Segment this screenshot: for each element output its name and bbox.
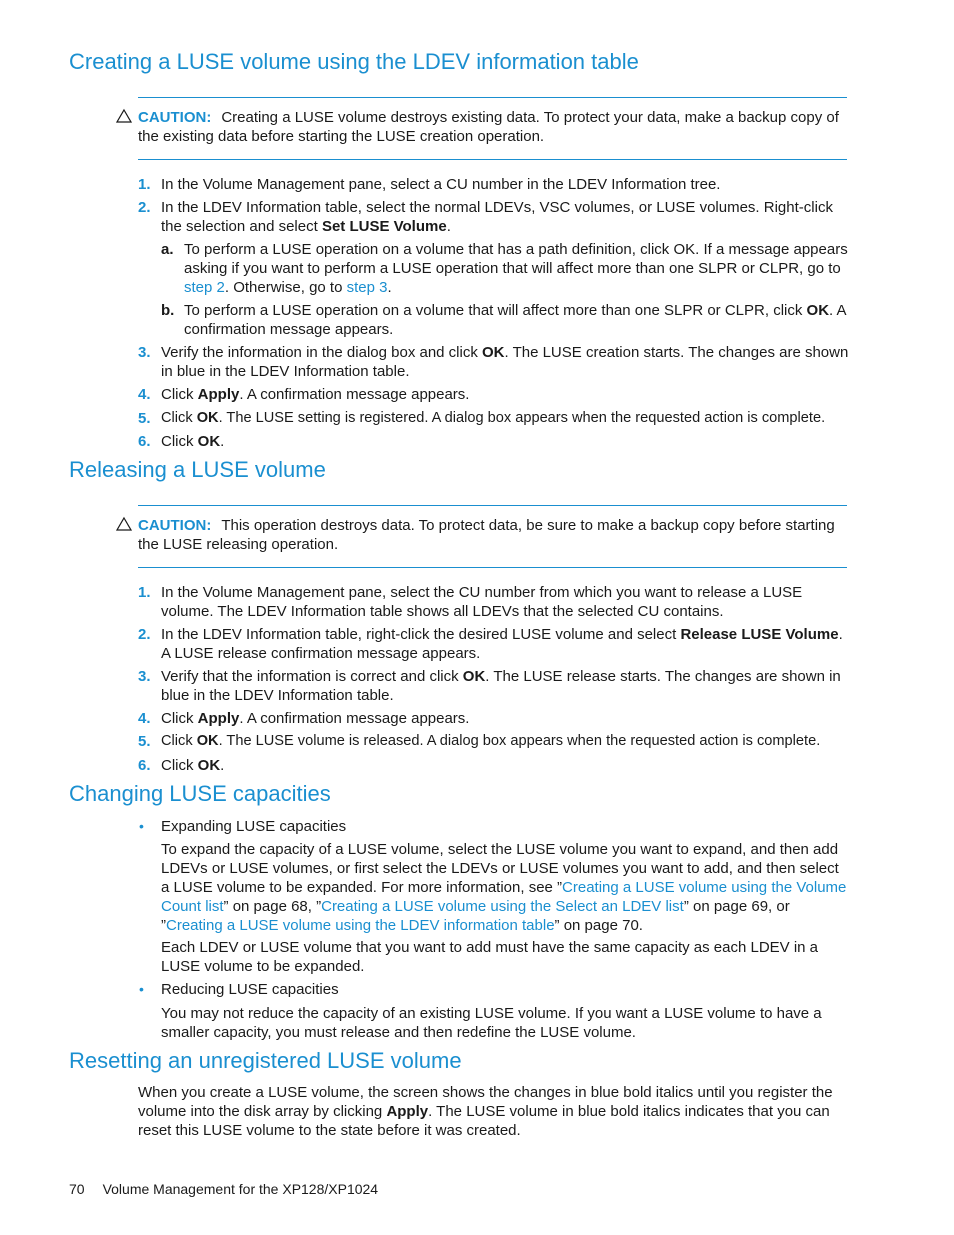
step-text: In the Volume Management pane, select the CU number from which you want to release a LUSE volume. The LDEV Information table shows all LDEVs that the selected CU contains.	[161, 584, 803, 620]
paragraph: When you create a LUSE volume, the screen shows the changes in blue bold italics until you register the volume into the disk array by clicking Apply. The LUSE volume in blue bold italics indicates that you can reset this LUSE volume to the state before it was created.	[138, 1084, 833, 1139]
page-number: 70	[69, 1181, 85, 1197]
step-number: 5.	[138, 733, 151, 750]
paragraph: You may not reduce the capacity of an existing LUSE volume. If you want a LUSE volume to have a smaller capacity, you must release and then redefine the LUSE volume.	[161, 1005, 822, 1041]
step-number: 1.	[138, 584, 151, 601]
step-number: 4.	[138, 710, 151, 727]
caution-box	[138, 97, 847, 160]
step-text: Verify that the information is correct and click OK. The LUSE release starts. The changes are shown in blue in the LDEV Information table.	[161, 668, 841, 704]
step-text: Click Apply. A confirmation message appears.	[161, 710, 470, 727]
step-3-link[interactable]: step 3	[346, 279, 388, 296]
step-number: 3.	[138, 344, 151, 361]
select-ldev-list-link[interactable]: Creating a LUSE volume using the Select an LDEV list	[321, 898, 684, 915]
paragraph: To expand the capacity of a LUSE volume, select the LUSE volume you want to expand, and then add LDEVs or LUSE volumes, or first select the LDEVs or LUSE volumes you want to add, and then select a LUSE volume to be expanded. For more information, see ”Creating a LUSE volume using the Volume Count list” on page 68, ”Creating a LUSE volume using the Select an LDEV list” on page 69, or ”Creating a LUSE volume using the LDEV information table” on page 70.	[161, 841, 847, 934]
substep-text: To perform a LUSE operation on a volume that has a path definition, click OK. If a message appears asking if you want to perform a LUSE operation that will affect more than one SLPR or CLPR, go to step 2. Otherwise, go to step 3.	[184, 241, 848, 296]
page-footer	[69, 1180, 378, 1199]
step-number: 5.	[138, 410, 151, 427]
step-text: Click OK.	[161, 757, 225, 774]
paragraph: Each LDEV or LUSE volume that you want to add must have the same capacity as each LDEV in a LUSE volume to be expanded.	[161, 939, 819, 975]
caution-label: CAUTION:	[138, 517, 212, 534]
section-title-reset-luse: Resetting an unregistered LUSE volume	[69, 1048, 462, 1073]
caution-triangle-icon	[116, 516, 132, 532]
volume-count-list-link[interactable]: Creating a LUSE volume using the Volume Count list	[161, 879, 847, 915]
section-title-create-luse-ldev: Creating a LUSE volume using the LDEV information table	[69, 49, 639, 74]
step-number: 3.	[138, 668, 151, 685]
step-text: Click OK.	[161, 433, 225, 450]
step-text: Verify the information in the dialog box and click OK. The LUSE creation starts. The changes are shown in blue in the LDEV Information table.	[161, 344, 849, 380]
step-text: Click Apply. A confirmation message appears.	[161, 386, 470, 403]
step-text: In the LDEV Information table, select the normal LDEVs, VSC volumes, or LUSE volumes. Right-click the selection and select Set LUSE Volume.	[161, 199, 833, 235]
bullet-icon: •	[139, 981, 144, 997]
step-text: Click OK. The LUSE setting is registered. A dialog box appears when the requested action is complete.	[161, 410, 826, 426]
caution-text: This operation destroys data. To protect data, be sure to make a backup copy before starting the LUSE releasing operation.	[138, 517, 835, 553]
step-text: In the Volume Management pane, select a CU number in the LDEV Information tree.	[161, 176, 721, 193]
caution-box	[138, 505, 847, 568]
substep-letter: a.	[161, 241, 174, 258]
step-number: 6.	[138, 757, 151, 774]
section-title-release-luse: Releasing a LUSE volume	[69, 457, 326, 482]
substep-letter: b.	[161, 302, 175, 319]
step-2-link[interactable]: step 2	[184, 279, 225, 296]
bullet-icon: •	[139, 818, 144, 834]
step-number: 1.	[138, 176, 151, 193]
bullet-text: Reducing LUSE capacities	[161, 981, 339, 998]
step-number: 2.	[138, 199, 151, 216]
section-title-change-luse: Changing LUSE capacities	[69, 781, 331, 806]
document-title: Volume Management for the XP128/XP1024	[102, 1181, 379, 1197]
step-text: In the LDEV Information table, right-click the desired LUSE volume and select Release LUSE Volume. A LUSE release confirmation message appears.	[161, 626, 843, 662]
caution-text: Creating a LUSE volume destroys existing data. To protect your data, make a backup copy of the existing data before starting the LUSE creation operation.	[138, 109, 839, 145]
step-number: 2.	[138, 626, 151, 643]
substep-text: To perform a LUSE operation on a volume that will affect more than one SLPR or CLPR, click OK. A confirmation message appears.	[184, 302, 846, 338]
caution-label: CAUTION:	[138, 109, 212, 126]
caution-triangle-icon	[116, 108, 132, 124]
ldev-information-table-link[interactable]: Creating a LUSE volume using the LDEV information table	[166, 917, 555, 934]
bullet-text: Expanding LUSE capacities	[161, 818, 347, 835]
step-number: 4.	[138, 386, 151, 403]
step-number: 6.	[138, 433, 151, 450]
step-text: Click OK. The LUSE volume is released. A dialog box appears when the requested action is complete.	[161, 733, 821, 749]
